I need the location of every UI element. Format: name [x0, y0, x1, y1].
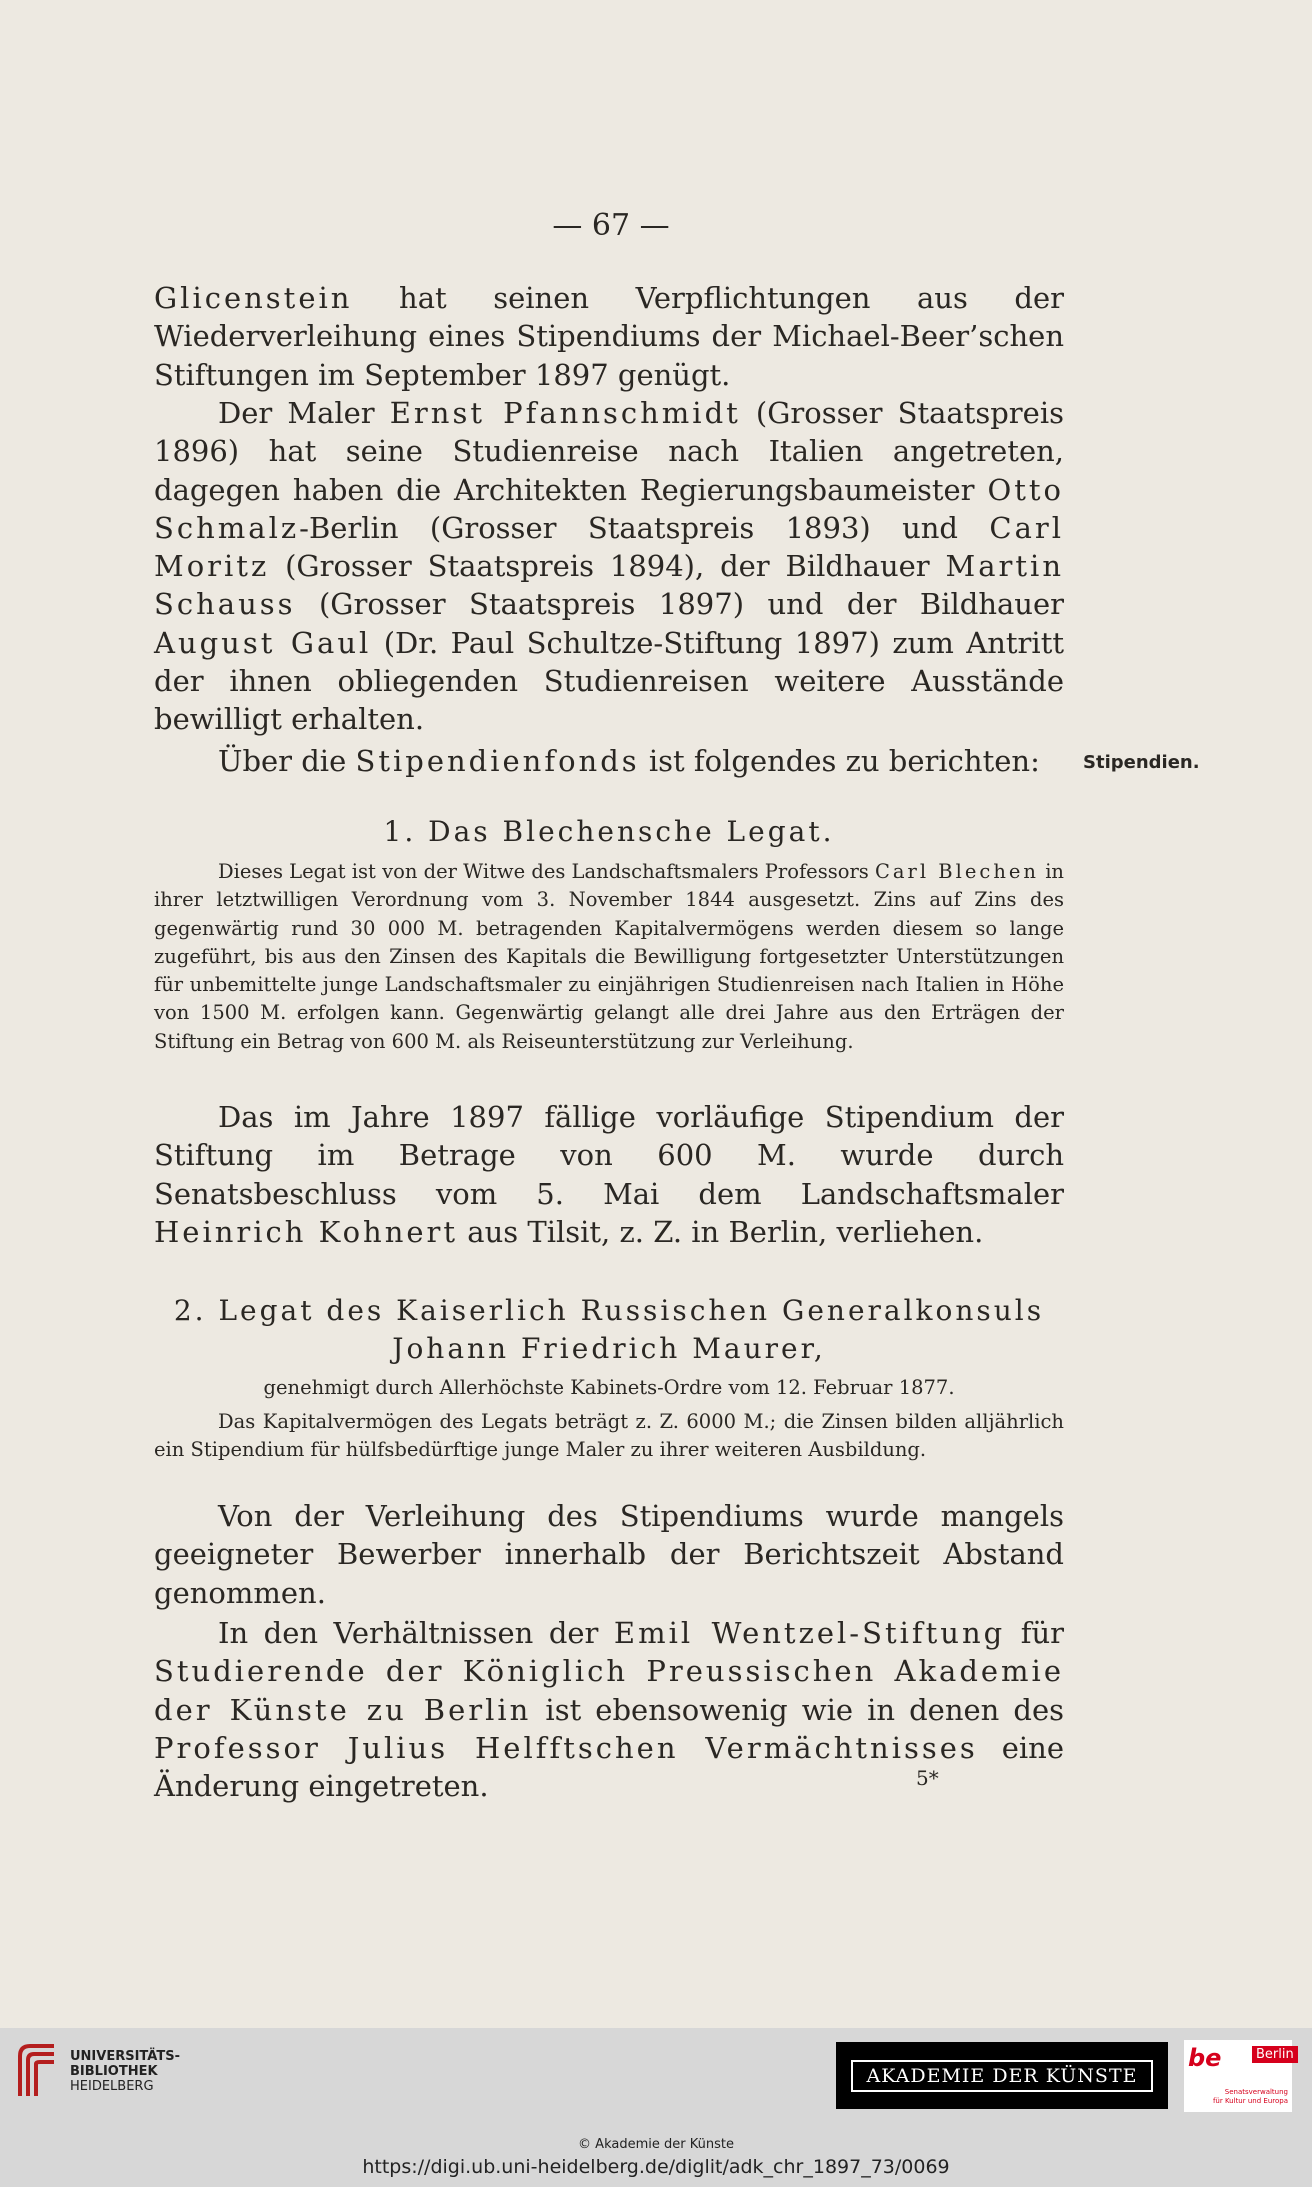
paragraph-kohnert: Das im Jahre 1897 fällige vorläufige Stipendium der Stiftung im Betrage von 600 M. wurde durch Senatsbeschluss vom 5. Mai dem Landschaftsmaler Heinrich Kohnert aus Tilsit, z. Z. in Berlin, verliehen.	[154, 1100, 1064, 1249]
heading-maurer: 2. Legat des Kaiserlich Russischen Generalkonsuls Johann Friedrich Maurer,	[173, 1294, 1045, 1365]
ub-emblem-icon	[14, 2038, 60, 2104]
small-paragraph-blechen: Dieses Legat ist von der Witwe des Landschaftsmalers Professors Carl Blechen in ihrer letztwilligen Verordnung vom 3. November 1844 ausgesetzt. Zins auf Zins des gegenwärtig rund 30 000 M. betragenden Kapitalvermögens werden diesem so lange zugeführt, bis aus den Zinsen des Kapitals die Bewilligung fortgesetzter Unterstützungen für unbemittelte junge Landschaftsmaler zu einjährigen Studienreisen nach Italien in Höhe von 1500 M. erfolgen kann. Gegenwärtig gelangt alle drei Jahre aus den Erträgen der Stiftung ein Betrag von 600 M. als Reiseunterstützung zur Verleihung.	[154, 860, 1064, 1053]
margin-note: Stipendien.	[1083, 752, 1200, 773]
signature-mark: 5*	[916, 1766, 939, 1790]
berlin-senate-logo[interactable]: be Berlin Senatsverwaltung für Kultur und Europa	[1184, 2040, 1292, 2112]
source-url-link[interactable]: https://digi.ub.uni-heidelberg.de/diglit/adk_chr_1897_73/0069	[362, 2156, 950, 2178]
small-paragraph-maurer: Das Kapitalvermögen des Legats beträgt z. Z. 6000 M.; die Zinsen bilden alljährlich ein Stipendium für hülfsbedürftige junge Maler zu ihrer weiteren Ausbildung.	[154, 1410, 1064, 1462]
paragraph-stipendienfonds: Über die Stipendienfonds ist folgendes zu berichten:	[218, 744, 1040, 778]
spaced-name: Glicenstein	[154, 281, 353, 315]
paragraph-verleihung: Von der Verleihung des Stipendiums wurde mangels geeigneter Bewerber innerhalb der Berichtszeit Abstand genommen.	[154, 1499, 1064, 1610]
ub-heidelberg-logo[interactable]: UNIVERSITÄTS- BIBLIOTHEK HEIDELBERG	[14, 2038, 180, 2104]
copyright-notice: © Akademie der Künste	[578, 2137, 734, 2152]
page-number: — 67 —	[552, 208, 670, 243]
heading-maurer-sub: genehmigt durch Allerhöchste Kabinets-Ordre vom 12. Februar 1877.	[263, 1376, 955, 1399]
paragraph-studienreisen: Der Maler Ernst Pfannschmidt (Grosser Staatspreis 1896) hat seine Studienreise nach Italien angetreten, dagegen haben die Architekten Regierungsbaumeister Otto Schmalz-Berlin (Grosser Staatspreis 1893) und Carl Moritz (Grosser Staatspreis 1894), der Bildhauer Martin Schauss (Grosser Staatspreis 1897) und der Bildhauer August Gaul (Dr. Paul Schultze-Stiftung 1897) zum Antritt der ihnen obliegenden Studienreisen weitere Ausstände bewilligt erhalten.	[154, 396, 1064, 737]
heading-blechen: 1. Das Blechensche Legat.	[383, 815, 835, 848]
adk-logo[interactable]: AKADEMIE DER KÜNSTE	[836, 2042, 1168, 2109]
paragraph-wentzel: In den Verhältnissen der Emil Wentzel-Stiftung für Studierende der Königlich Preussischen Akademie der Künste zu Berlin ist ebensowenig wie in denen des Professor Julius Helfftschen Vermächtnisses eine Änderung eingetreten.	[154, 1616, 1065, 1804]
paragraph-glicenstein: Glicenstein hat seinen Verpflichtungen aus der Wiederverleihung eines Stipendiums der Michael-Beer’schen Stiftungen im September 1897 genügt.	[154, 281, 1064, 392]
